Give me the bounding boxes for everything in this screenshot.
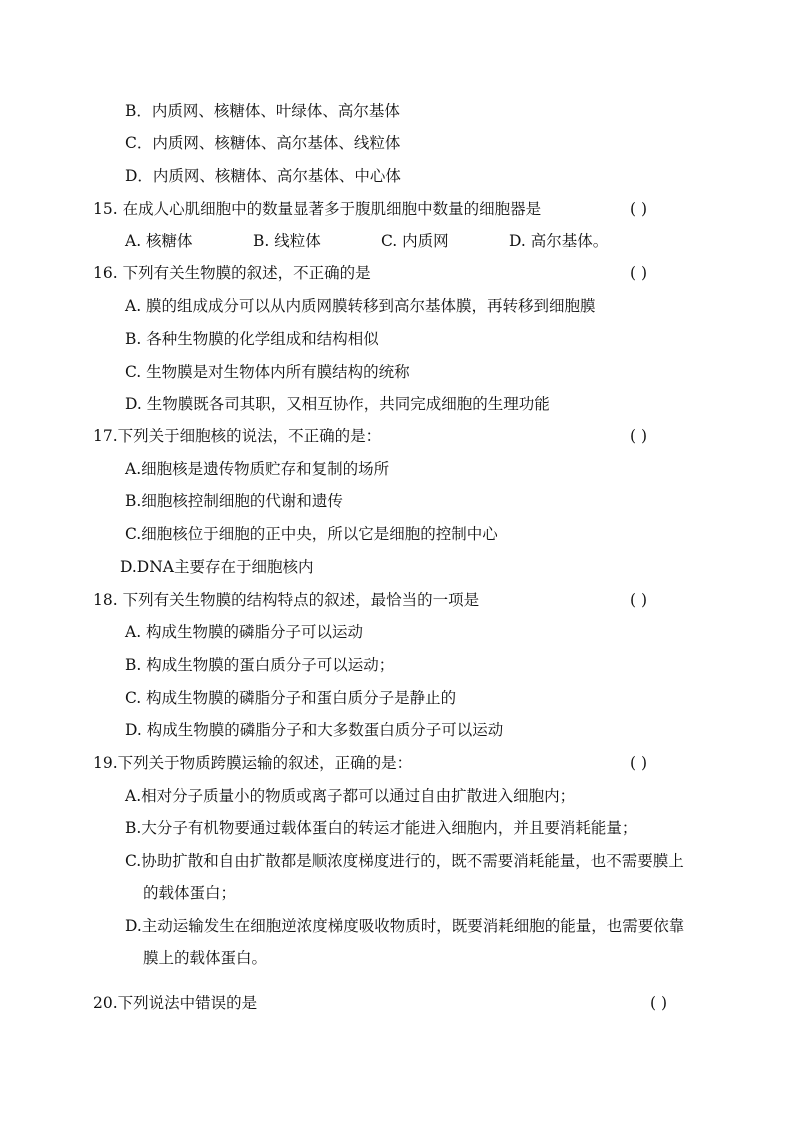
q18-option-b: B. 构成生物膜的蛋白质分子可以运动； — [125, 656, 395, 674]
q19-option-b: B.大分子有机物要通过载体蛋白的转运才能进入细胞内，并且要消耗能量； — [125, 819, 638, 837]
q18-answer-paren: ( ) — [630, 591, 648, 609]
q17-option-b: B.细胞核控制细胞的代谢和遗传 — [125, 492, 343, 510]
q16-option-b: B. 各种生物膜的化学组成和结构相似 — [125, 330, 379, 348]
q19-option-a: A.相对分子质量小的物质或离子都可以通过自由扩散进入细胞内； — [125, 787, 576, 805]
q19-stem: 19.下列关于物质跨膜运输的叙述，正确的是： — [93, 754, 413, 772]
q20-answer-paren: ( ) — [650, 994, 668, 1012]
q18-option-a: A. 构成生物膜的磷脂分子可以运动 — [125, 623, 364, 641]
q18-option-d: D. 构成生物膜的磷脂分子和大多数蛋白质分子可以运动 — [125, 721, 504, 739]
q14-option-c: C．内质网、核糖体、高尔基体、线粒体 — [125, 134, 401, 152]
q16-stem: 16. 下列有关生物膜的叙述，不正确的是 — [93, 264, 371, 282]
q16-option-d: D. 生物膜既各司其职，又相互协作，共同完成细胞的生理功能 — [125, 395, 550, 413]
q19-option-d-line1: D.主动运输发生在细胞逆浓度梯度吸收物质时，既要消耗细胞的能量，也需要依靠 — [125, 917, 685, 935]
q19-option-c-line2: 的载体蛋白； — [143, 884, 237, 902]
q15-option-d: D. 高尔基体。 — [509, 232, 609, 250]
q16-option-c: C. 生物膜是对生物体内所有膜结构的统称 — [125, 363, 410, 381]
q18-option-c: C. 构成生物膜的磷脂分子和蛋白质分子是静止的 — [125, 689, 457, 707]
q14-option-b: B．内质网、核糖体、叶绿体、高尔基体 — [125, 102, 400, 120]
q15-option-a: A. 核糖体 — [125, 232, 193, 250]
q17-answer-paren: ( ) — [630, 427, 648, 445]
q19-option-c-line1: C.协助扩散和自由扩散都是顺浓度梯度进行的，既不需要消耗能量，也不需要膜上 — [125, 852, 684, 870]
q16-option-a: A. 膜的组成成分可以从内质网膜转移到高尔基体膜，再转移到细胞膜 — [125, 297, 596, 315]
q17-option-d: D.DNA主要存在于细胞核内 — [120, 558, 314, 576]
q19-answer-paren: ( ) — [630, 754, 648, 772]
q20-stem: 20.下列说法中错误的是 — [93, 994, 258, 1012]
q17-option-c: C.细胞核位于细胞的正中央，所以它是细胞的控制中心 — [125, 525, 498, 543]
q16-answer-paren: ( ) — [630, 264, 648, 282]
q15-answer-paren: ( ) — [630, 200, 648, 218]
q14-option-d: D．内质网、核糖体、高尔基体、中心体 — [125, 167, 401, 185]
q15-stem: 15. 在成人心肌细胞中的数量显著多于腹肌细胞中数量的细胞器是 — [93, 200, 542, 218]
q18-stem: 18. 下列有关生物膜的结构特点的叙述，最恰当的一项是 — [93, 591, 480, 609]
q17-stem: 17.下列关于细胞核的说法，不正确的是： — [93, 427, 382, 445]
q17-option-a: A.细胞核是遗传物质贮存和复制的场所 — [125, 460, 390, 478]
q15-option-b: B. 线粒体 — [253, 232, 321, 250]
q19-option-d-line2: 膜上的载体蛋白。 — [143, 949, 268, 967]
q15-option-c: C. 内质网 — [381, 232, 449, 250]
